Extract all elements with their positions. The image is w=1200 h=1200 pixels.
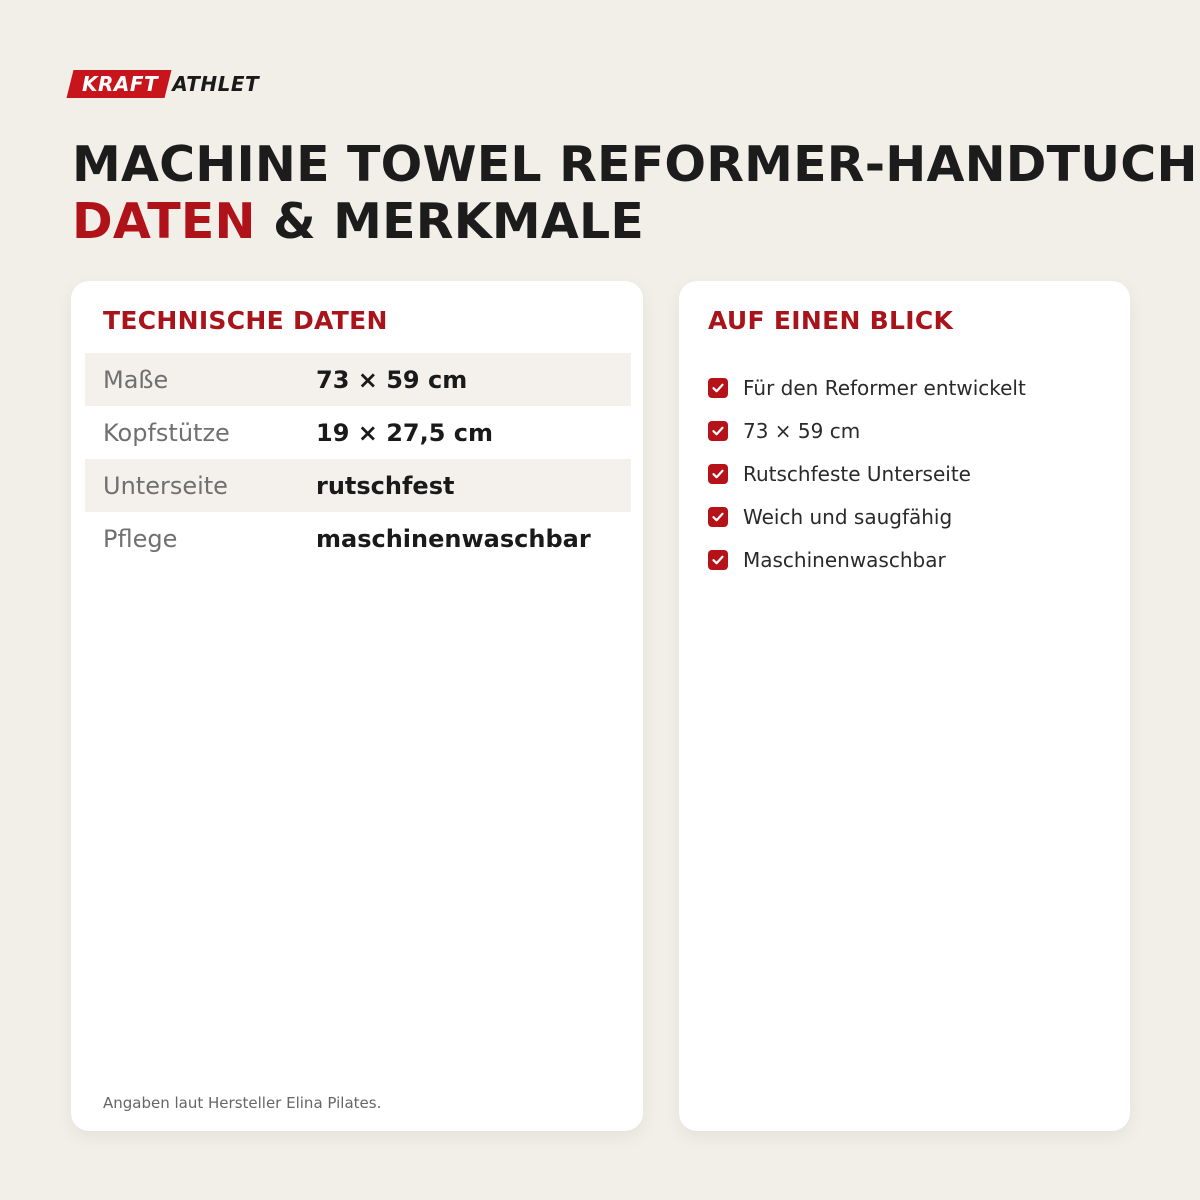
checkbox-checked-icon: [708, 378, 728, 398]
feature-text: Maschinenwaschbar: [743, 547, 946, 572]
spec-label: Maße: [103, 365, 169, 394]
list-item: [708, 495, 1026, 538]
spec-row: [85, 459, 631, 512]
features-title: AUF EINEN BLICK: [708, 306, 954, 335]
list-item: [708, 409, 1026, 452]
spec-value: 19 × 27,5 cm: [316, 418, 494, 447]
brand-logo-kraft: KRAFT: [67, 70, 172, 98]
spec-label: Pflege: [103, 524, 178, 553]
page-title-line2: [72, 193, 1198, 250]
features-card: [679, 281, 1130, 1131]
checkbox-checked-icon: [708, 421, 728, 441]
feature-text: 73 × 59 cm: [743, 418, 861, 443]
checkbox-checked-icon: [708, 464, 728, 484]
source-footnote: Angaben laut Hersteller Elina Pilates.: [103, 1094, 382, 1112]
spec-row: [85, 512, 631, 565]
spec-value: 73 × 59 cm: [316, 365, 468, 394]
spec-value: maschinenwaschbar: [316, 524, 591, 553]
feature-text: Weich und saugfähig: [743, 504, 953, 529]
checkbox-checked-icon: [708, 507, 728, 527]
brand-logo-athlet: ATHLET: [172, 72, 260, 96]
checkbox-checked-icon: [708, 550, 728, 570]
page-title-line1: MACHINE TOWEL REFORMER-HANDTUCH: [72, 136, 1198, 193]
feature-text: Rutschfeste Unterseite: [743, 461, 971, 486]
feature-list: [708, 366, 1026, 581]
spec-value: rutschfest: [316, 471, 455, 500]
page-title: [72, 136, 1198, 250]
spec-table: [85, 353, 631, 565]
page-title-highlight: DATEN: [72, 193, 256, 250]
page-title-rest: & MERKMALE: [255, 193, 645, 250]
spec-label: Kopfstütze: [103, 418, 230, 447]
list-item: [708, 538, 1026, 581]
feature-text: Für den Reformer entwickelt: [743, 375, 1026, 400]
spec-row: [85, 353, 631, 406]
list-item: [708, 366, 1026, 409]
spec-row: [85, 406, 631, 459]
technical-data-card: [71, 281, 643, 1131]
spec-label: Unterseite: [103, 471, 228, 500]
brand-logo: [70, 70, 259, 98]
list-item: [708, 452, 1026, 495]
technical-data-title: TECHNISCHE DATEN: [103, 306, 388, 335]
